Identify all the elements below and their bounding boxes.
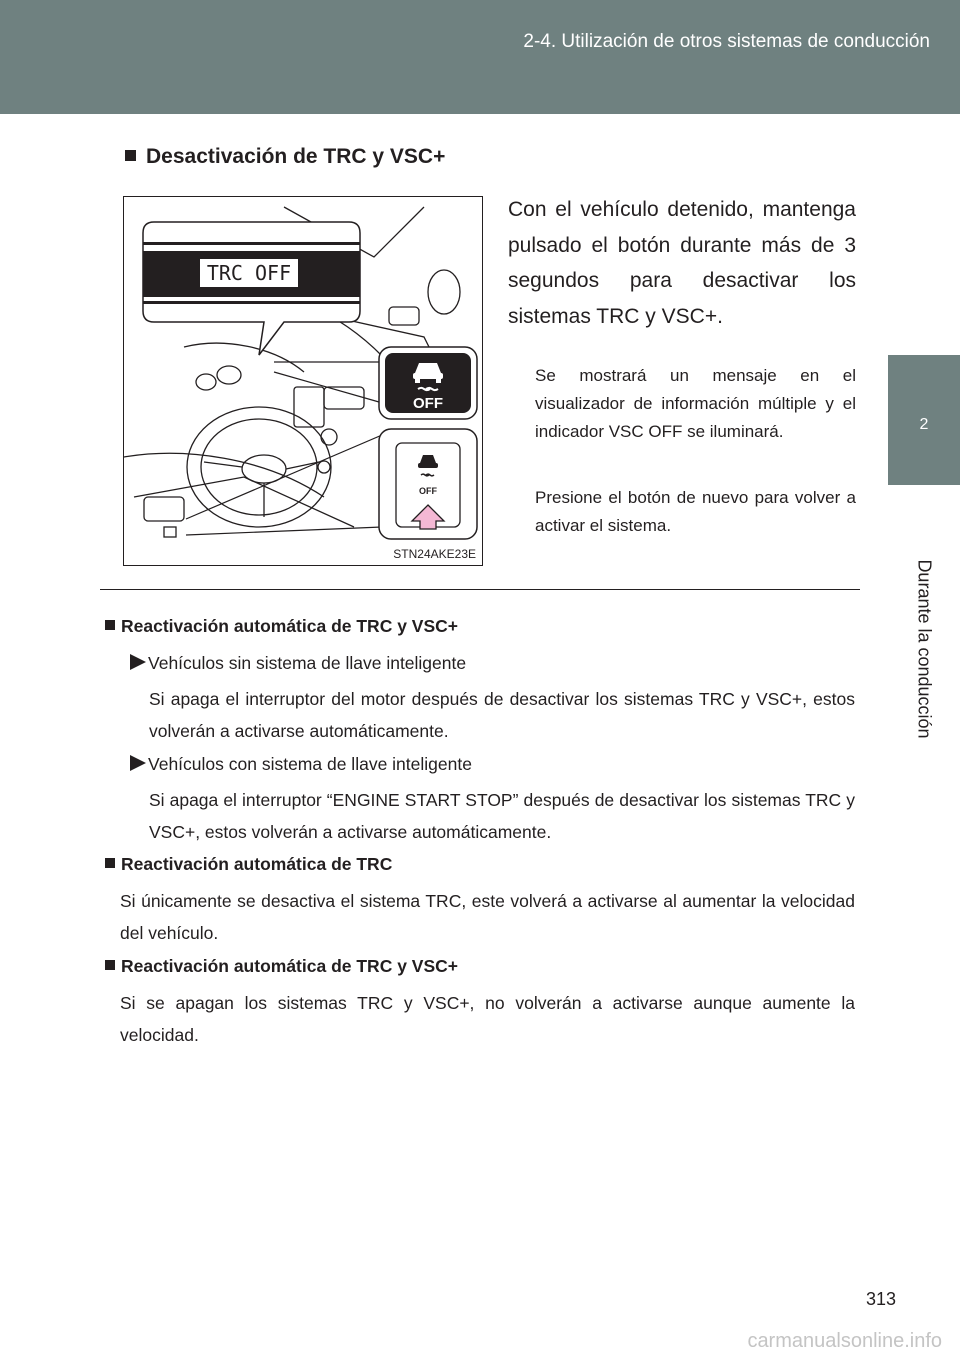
section-title-text: Desactivación de TRC y VSC+ bbox=[146, 145, 446, 168]
condition-smart-key bbox=[130, 754, 472, 775]
condition-text: Vehículos con sistema de llave inteligente bbox=[148, 754, 472, 774]
subheading-text: Reactivación automática de TRC y VSC+ bbox=[121, 956, 458, 976]
subheading-auto-reactivation-trc-vsc-2 bbox=[105, 956, 458, 977]
illustration bbox=[123, 196, 483, 566]
note-reactivate: Presione el botón de nuevo para volver a activar el sistema. bbox=[535, 488, 856, 535]
indicator-off-text: OFF bbox=[413, 395, 443, 412]
subheading-text: Reactivación automática de TRC bbox=[121, 854, 393, 874]
page-header bbox=[0, 0, 960, 114]
condition-no-smart-key bbox=[130, 653, 466, 674]
condition-text: Vehículos sin sistema de llave inteligente bbox=[148, 653, 467, 673]
subheading-auto-reactivation-trc bbox=[105, 854, 392, 875]
bullet-square-icon bbox=[125, 150, 136, 161]
section-title bbox=[125, 145, 445, 169]
subheading-text: Reactivación automática de TRC y VSC+ bbox=[121, 616, 458, 636]
button-off-text: OFF bbox=[419, 486, 437, 496]
side-tab bbox=[888, 485, 960, 813]
subheading-auto-reactivation-trc-vsc bbox=[105, 616, 458, 637]
paragraph-no-smart-key: Si apaga el interruptor del motor después de desactivar los sistemas TRC y VSC+, estos volverán a activarse automáticamente. bbox=[149, 689, 855, 741]
paragraph-trc-vsc: Si se apagan los sistemas TRC y VSC+, no volverán a activarse aunque aumente la velocidad. bbox=[120, 993, 855, 1045]
chapter-title: 2-4. Utilización de otros sistemas de conducción bbox=[523, 31, 930, 52]
note-message: Se mostrará un mensaje en el visualizador de información múltiple y el indicador VSC OFF se iluminará. bbox=[535, 366, 856, 441]
bullet-square-icon bbox=[105, 960, 115, 970]
figure-code: STN24AKE23E bbox=[393, 547, 476, 561]
paragraph-trc: Si únicamente se desactiva el sistema TRC, este volverá a activarse al aumentar la velocidad del vehículo. bbox=[120, 891, 855, 943]
divider bbox=[100, 589, 860, 590]
page-number: 313 bbox=[865, 1289, 896, 1309]
intro-text: Con el vehículo detenido, mantenga pulsado el botón durante más de 3 segundos para desactivar los sistemas TRC y VSC+. bbox=[508, 198, 856, 328]
side-tab-number: 2 bbox=[888, 355, 960, 485]
bullet-square-icon bbox=[105, 858, 115, 868]
paragraph-smart-key: Si apaga el interruptor “ENGINE START STOP” después de desactivar los sistemas TRC y VSC+, estos volverán a activarse automáticamente. bbox=[149, 790, 855, 842]
bullet-square-icon bbox=[105, 620, 115, 630]
trc-off-display-text: TRC OFF bbox=[206, 261, 292, 285]
dashboard-illustration bbox=[124, 197, 481, 564]
side-tab-label: Durante la conducción bbox=[914, 559, 935, 739]
triangle-bullet-icon bbox=[130, 654, 146, 670]
watermark: carmanualsonline.info bbox=[747, 1330, 942, 1352]
triangle-bullet-icon bbox=[130, 755, 146, 771]
